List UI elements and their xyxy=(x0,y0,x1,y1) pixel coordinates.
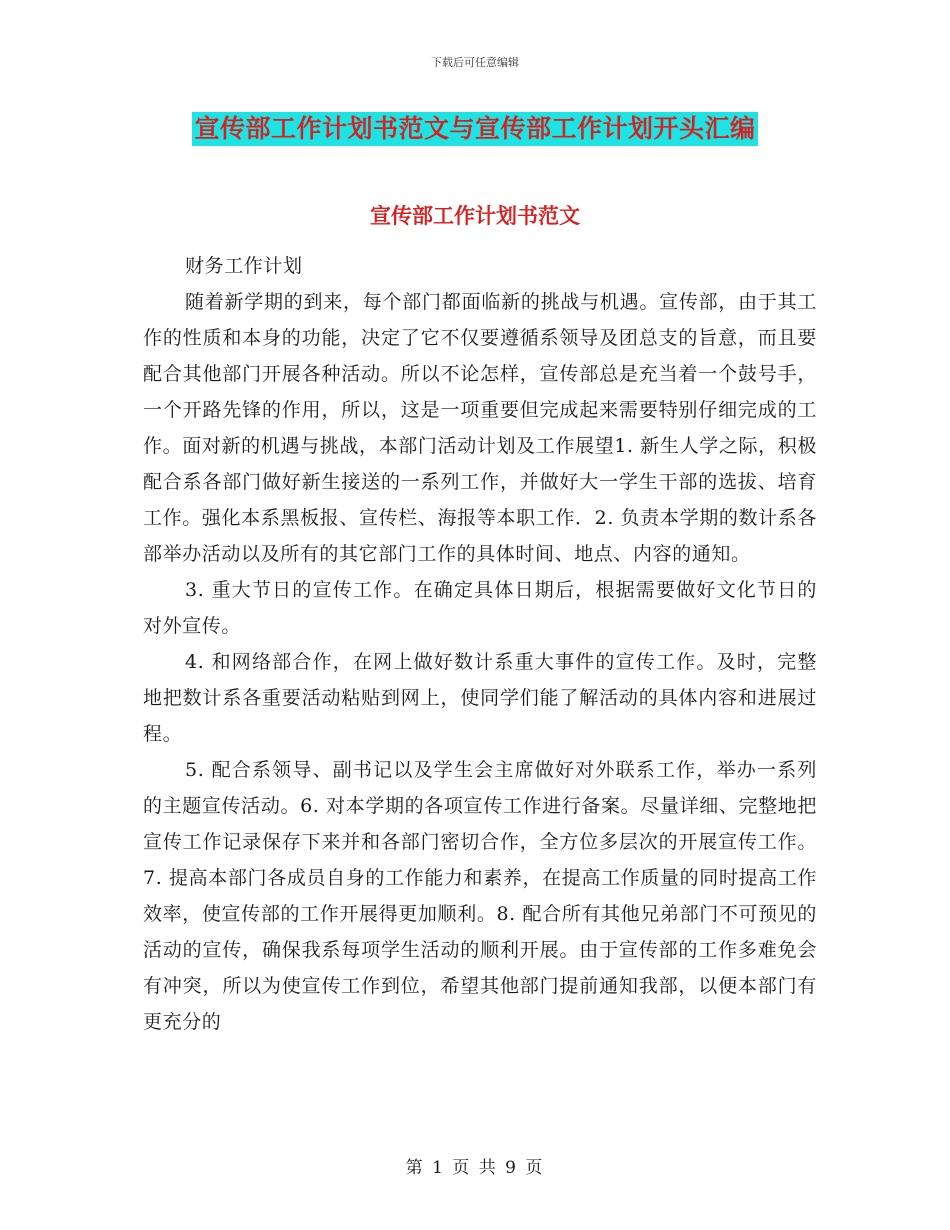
paragraph: 随着新学期的到来，每个部门都面临新的挑战与机遇。宣传部，由于其工作的性质和本身的功能，决定了它不仅要遵循系领导及团总支的旨意，而且要配合其他部门开展各种活动。所以不论怎样，宣传部总是充当着一个鼓号手，一个开路先锋的作用，所以，这是一项重要但完成起来需要特别仔细完成的工作。面对新的机遇与挑战，本部门活动计划及工作展望1. 新生人学之际，积极配合系各部门做好新生接送的一系列工作，并做好大一学生干部的选拔、培育工作。强化本系黑板报、宣传栏、海报等本职工作．2. 负责本学期的数计系各部举办活动以及所有的其它部门工作的具体时间、地点、内容的通知。 xyxy=(143,291,817,565)
document-title-text: 宣传部工作计划书范文与宣传部工作计划开头汇编 xyxy=(192,112,757,146)
body-text xyxy=(143,248,817,1040)
section-title: 宣传部工作计划书范文 xyxy=(370,204,580,228)
paragraph: 3. 重大节日的宣传工作。在确定具体日期后，根据需要做好文化节日的对外宣传。 xyxy=(143,579,817,637)
paragraph: 5. 配合系领导、副书记以及学生会主席做好对外联系工作，举办一系列的主题宣传活动。6. 对本学期的各项宣传工作进行备案。尽量详细、完整地把宣传工作记录保存下来并和各部门密切合作，全方位多层次的开展宣传工作。7. 提高本部门各成员自身的工作能力和素养，在提高工作质量的同时提高工作效率，使宣传部的工作开展得更加顺利。8. 配合所有其他兄弟部门不可预见的活动的宣传，确保我系每项学生活动的顺利开展。由于宣传部的工作多难免会有冲突，所以为使宣传工作到位，希望其他部门提前通知我部，以便本部门有更充分的 xyxy=(143,759,817,1033)
page-footer: 第 1 页 共 9 页 xyxy=(405,1158,545,1178)
paragraph: 4. 和网络部合作，在网上做好数计系重大事件的宣传工作。及时，完整地把数计系各重要活动粘贴到网上，使同学们能了解活动的具体内容和进展过程。 xyxy=(143,651,817,745)
header-note: 下载后可任意编辑 xyxy=(431,56,519,69)
paragraph: 财务工作计划 xyxy=(185,255,303,277)
document-title xyxy=(0,112,950,146)
